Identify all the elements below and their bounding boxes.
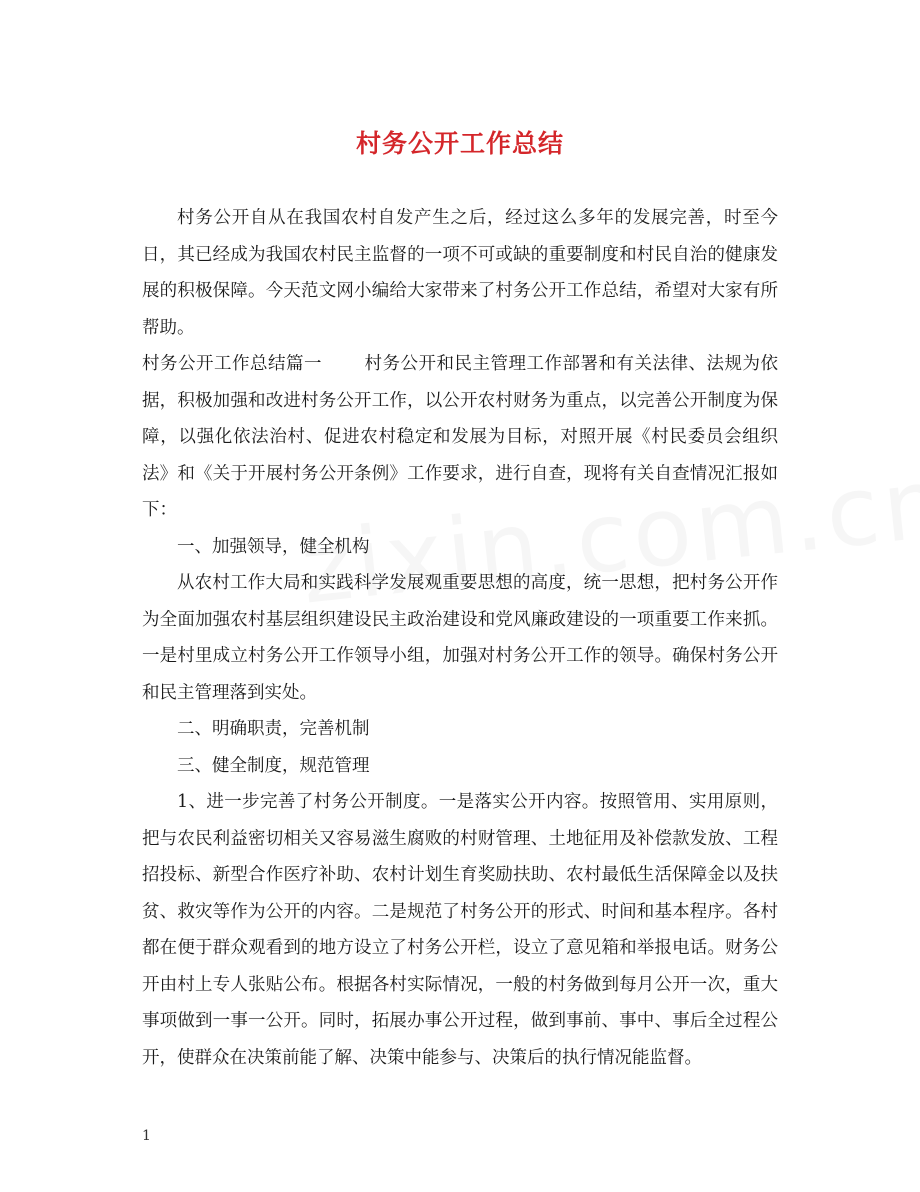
paragraph-1: 从农村工作大局和实践科学发展观重要思想的高度，统一思想，把村务公开作为全面加强农村基层组织建设民主政治建设和党风廉政建设的一项重要工作来抓。一是村里成立村务公开工作领导小组，加强对村务公开工作的领导。确保村务公开和民主管理落到实处。 [142,573,778,703]
page-number: 1 [142,1128,151,1144]
heading-2: 二、明确职责，完善机制 [177,719,370,739]
heading-1: 一、加强领导，健全机构 [177,536,370,557]
section-paragraph [142,346,778,529]
section-intro: 村务公开和民主管理工作部署和有关法律、法规为依据，积极加强和改进村务公开工作，以公开农村财务为重点，以完善公开制度为保障，以强化依法治村、促进农村稳定和发展为目标，对照开展《村民委员会组织法》和《关于开展村务公开条例》工作要求，进行自查，现将有关自查情况汇报如下： [142,354,778,520]
paragraph-2: 1、进一步完善了村务公开制度。一是落实公开内容。按照管用、实用原则，把与农民利益密切相关又容易滋生腐败的村财管理、土地征用及补偿款发放、工程招投标、新型合作医疗补助、农村计划生育奖励扶助、农村最低生活保障金以及扶贫、救灾等作为公开的内容。二是规范了村务公开的形式、时间和基本程序。各村都在便于群众观看到的地方设立了村务公开栏，设立了意见箱和举报电话。财务公开由村上专人张贴公布。根据各村实际情况，一般的村务做到每月公开一次，重大事项做到一事一公开。同时，拓展办事公开过程，做到事前、事中、事后全过程公开，使群众在决策前能了解、决策中能参与、决策后的执行情况能监督。 [142,792,778,1068]
section-label: 村务公开工作总结篇一 [142,354,322,374]
intro-paragraph: 村务公开自从在我国农村自发产生之后，经过这么多年的发展完善，时至今日，其已经成为我国农村民主监督的一项不可或缺的重要制度和村民自治的健康发展的积极保障。今天范文网小编给大家带来了村务公开工作总结，希望对大家有所帮助。 [142,208,778,338]
heading-3: 三、健全制度，规范管理 [177,755,370,776]
page-title: 村务公开工作总结 [355,129,564,158]
document-body [142,200,778,1076]
